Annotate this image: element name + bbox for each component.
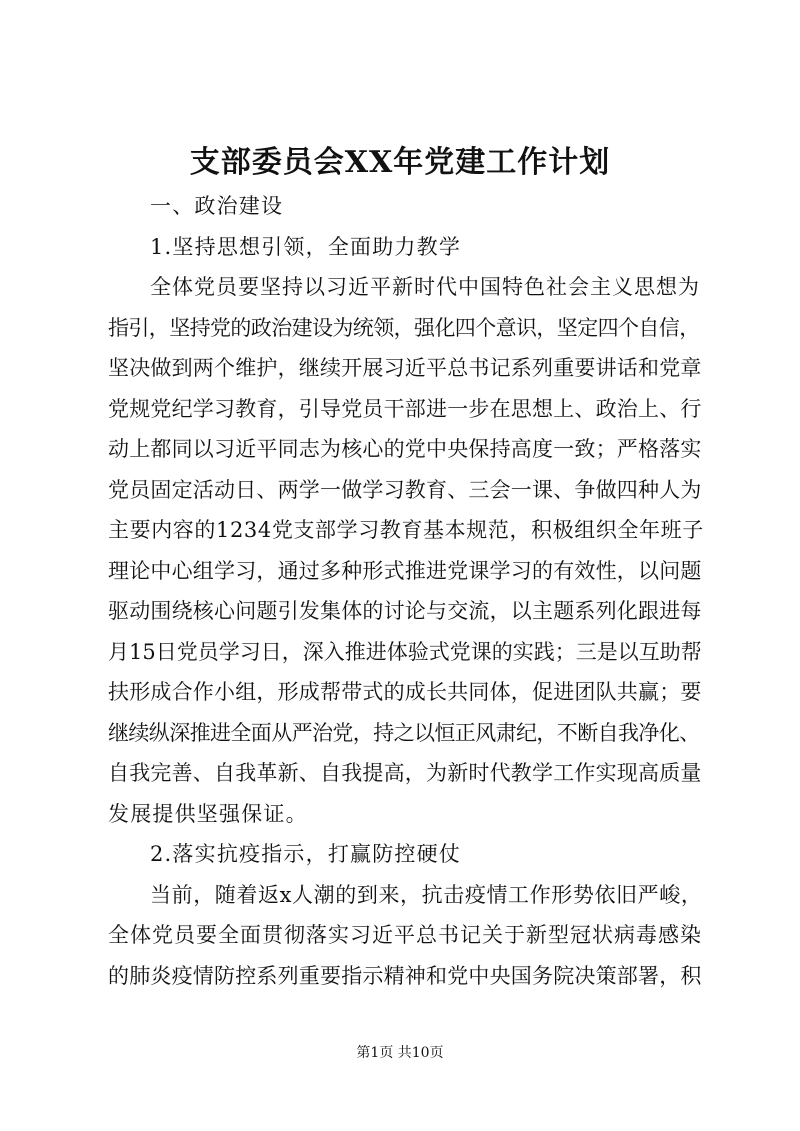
text-line: 自我完善、自我革新、自我提高，为新时代教学工作实现高质量 — [108, 761, 702, 785]
text-line: 指引，坚持党的政治建设为统领，强化四个意识，坚定四个自信， — [108, 315, 700, 340]
text-line: 全体党员要全面贯彻落实习近平总书记关于新型冠状病毒感染 — [108, 923, 702, 947]
text-line: 的肺炎疫情防控系列重要指示精神和党中央国务院决策部署，积 — [108, 963, 702, 988]
text-line: 主要内容的1234党支部学习教育基本规范，积极组织全年班子 — [108, 518, 704, 542]
text-line: 动上都同以习近平同志为核心的党中央保持高度一致；严格落实 — [108, 437, 702, 461]
text-line: 扶形成合作小组，形成帮带式的成长共同体，促进团队共赢；要 — [108, 680, 702, 704]
text-line: 党规党纪学习教育，引导党员干部进一步在思想上、政治上、行 — [108, 396, 702, 421]
text-line: 坚决做到两个维护，继续开展习近平总书记系列重要讲话和党章 — [108, 356, 702, 380]
text-line: 党员固定活动日、两学一做学习教育、三会一课、争做四种人为 — [108, 477, 702, 502]
text-line: 2.落实抗疫指示，打赢防控硬仗 — [150, 842, 462, 866]
text-line: 当前，随着返x人潮的到来，抗击疫情工作形势依旧严峻， — [150, 882, 703, 907]
text-line: 1.坚持思想引领，全面助力教学 — [150, 234, 462, 259]
page-footer: 第1页 共10页 — [356, 1045, 444, 1061]
text-line: 一、政治建设 — [150, 194, 284, 218]
text-line: 理论中心组学习，通过多种形式推进党课学习的有效性，以问题 — [108, 558, 702, 583]
text-line: 继续纵深推进全面从严治党，持之以恒正风肃纪，不断自我净化、 — [108, 720, 700, 745]
text-line: 月15日党员学习日，深入推进体验式党课的实践；三是以互助帮 — [108, 639, 702, 664]
text-line: 全体党员要坚持以习近平新时代中国特色社会主义思想为 — [150, 275, 700, 299]
text-line: 发展提供坚强保证。 — [108, 801, 308, 826]
text-line: 驱动围绕核心问题引发集体的讨论与交流，以主题系列化跟进每 — [108, 599, 702, 623]
document-title: 支部委员会XX年党建工作计划 — [189, 145, 611, 180]
